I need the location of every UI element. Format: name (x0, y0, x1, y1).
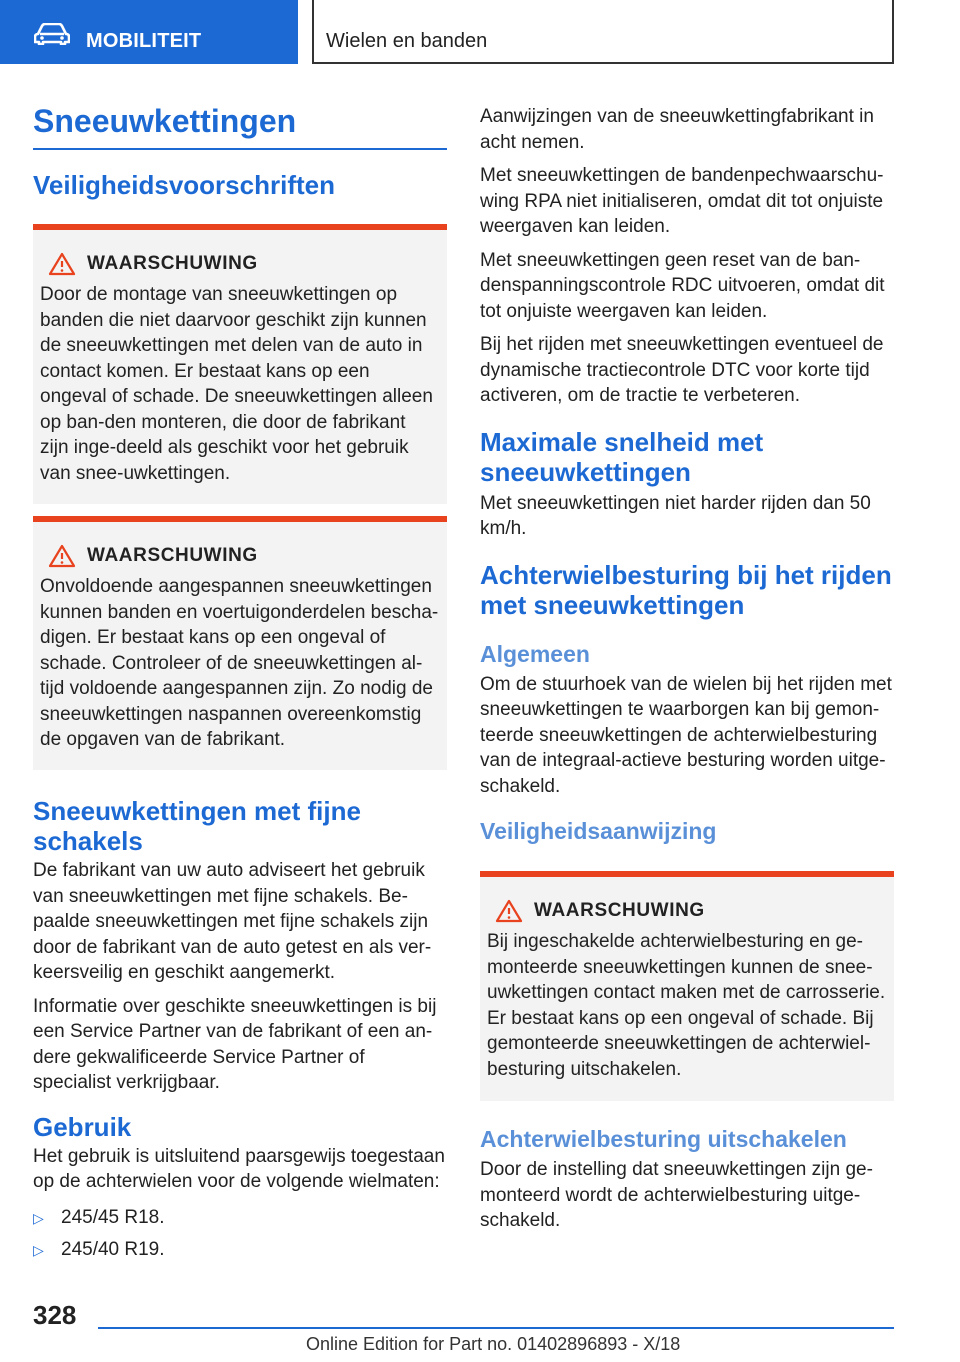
warning-label: WAARSCHUWING (534, 900, 705, 921)
disable-steering-heading: Achterwielbesturing uitschakelen (480, 1126, 847, 1152)
safety-note-heading: Veiligheidsaanwijzing (480, 818, 717, 844)
warning-text: Onvoldoende aangespannen sneeuwkettingen kunnen banden en voertuigonderdelen bescha-digen. Er bestaat kans op een ongeval of schade. Controleer of de sneeuwkettingen al-tijd voldoende aangespannen zijn. Zo nodig de sneeuwkettingen naspannen overeenkomstig de opgaven van de fabrikant. (40, 576, 439, 750)
wheel-size-list (33, 1203, 447, 1265)
usage-paragraph: Het gebruik is uitsluitend paarsgewijs toegestaan op de achterwielen voor de volgende wielmaten: (33, 1145, 445, 1192)
fine-chains-heading: Sneeuwkettingen met fijne schakels (33, 796, 361, 856)
fine-chains-paragraph: Informatie over geschikte sneeuwkettingen is bij een Service Partner van de fabrikant of een an-dere gekwalificeerde Service Partner of specialist verkrijgbaar. (33, 995, 437, 1093)
right-column (480, 104, 894, 1242)
triangle-bullet-icon: ▷ (33, 1241, 44, 1258)
car-icon (34, 23, 70, 45)
max-speed-paragraph: Met sneeuwkettingen niet harder rijden dan 50 km/h. (480, 492, 871, 539)
section-header (312, 0, 894, 64)
warning-box (33, 516, 447, 770)
general-heading: Algemeen (480, 640, 590, 667)
chapter-tab[interactable] (0, 0, 298, 64)
warning-text: Door de montage van sneeuwkettingen op banden die niet daarvoor geschikt zijn kunnen de sneeuwkettingen met delen van de auto in contact komen. Er bestaat kans op een ongeval of schade. De sneeuwkettingen alleen op ban-den monteren, die door de fabrikant zijn inge-deeld als geschikt voor het gebruik van snee-uwkettingen. (40, 284, 433, 484)
warning-triangle-icon (48, 544, 76, 568)
disable-steering-paragraph: Door de instelling dat sneeuwkettingen zijn ge-monteerd wordt de achterwielbesturing uitge-schakeld. (480, 1159, 873, 1231)
wheel-size: 245/45 R18. (61, 1206, 165, 1228)
body-paragraph: Met sneeuwkettingen de bandenpechwaarschu-wing RPA niet initialiseren, omdat dit tot onjuiste weergaven kan leiden. (480, 165, 884, 237)
footer-divider (98, 1327, 894, 1329)
warning-triangle-icon (48, 252, 76, 276)
usage-heading: Gebruik (33, 1111, 132, 1142)
safety-rules-heading: Veiligheidsvoorschriften (33, 170, 335, 200)
general-paragraph: Om de stuurhoek van de wielen bij het rijden met sneeuwkettingen te waarborgen kan bij gemon-teerde sneeuwkettingen de achterwielbesturing van de integraal-actieve besturing worden uitge-schakeld. (480, 673, 892, 797)
warning-box (33, 224, 447, 504)
fine-chains-paragraph: De fabrikant van uw auto adviseert het gebruik van sneeuwkettingen met fijne schakels. Be-paalde sneeuwkettingen met fijne schakels zijn door de fabrikant van de auto getest en als ver-keersveilig en geschikt aangemerkt. (33, 860, 432, 983)
warning-label: WAARSCHUWING (87, 545, 258, 566)
max-speed-heading: Maximale snelheid met sneeuwkettingen (480, 426, 764, 487)
edition-text: Online Edition for Part no. 01402896893 - X/18 (306, 1334, 681, 1354)
page-title: Sneeuwkettingen (33, 96, 447, 150)
rear-steering-heading: Achterwielbesturing bij het rijden met sneeuwkettingen (480, 559, 892, 620)
warning-label: WAARSCHUWING (87, 253, 258, 274)
list-item (33, 1203, 447, 1233)
triangle-bullet-icon: ▷ (33, 1209, 44, 1226)
wheel-size: 245/40 R19. (61, 1238, 165, 1260)
list-item (33, 1235, 447, 1265)
body-paragraph: Aanwijzingen van de sneeuwkettingfabrikant in acht nemen. (480, 106, 874, 153)
body-paragraph: Met sneeuwkettingen geen reset van de ban-denspanningscontrole RDC uitvoeren, omdat dit tot onjuiste weergaven kan leiden. (480, 249, 885, 322)
page-number: 328 (33, 1300, 77, 1330)
chapter-label: MOBILITEIT (86, 30, 202, 52)
warning-text: Bij ingeschakelde achterwielbesturing en ge-monteerde sneeuwkettingen kunnen de snee-uwkettingen contact maken met de carrosserie. Er bestaat kans op een ongeval of schade. Bij gemonteerde sneeuwkettingen de achterwiel-besturing uitschakelen. (487, 931, 886, 1080)
warning-box (480, 871, 894, 1101)
body-paragraph: Bij het rijden met sneeuwkettingen eventueel de dynamische tractiecontrole DTC voor korte tijd activeren, om de tractie te verbeteren. (480, 334, 884, 406)
left-column (33, 96, 447, 1267)
warning-triangle-icon (495, 899, 523, 923)
section-label: Wielen en banden (326, 30, 488, 52)
